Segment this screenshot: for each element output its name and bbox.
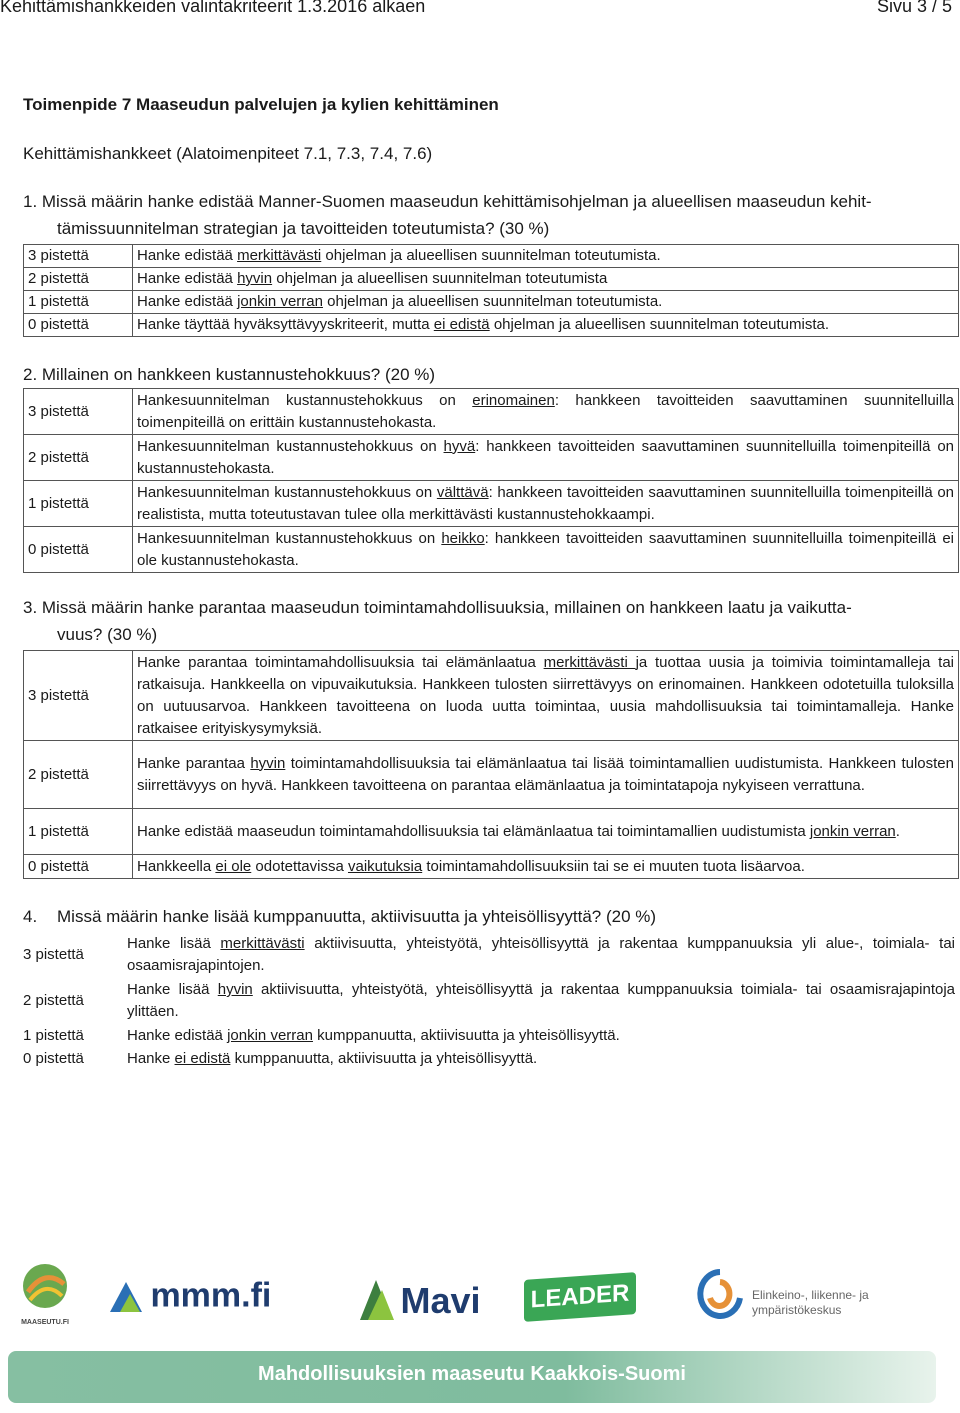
emphasis-text: hyvä	[443, 437, 476, 455]
description-text: : hankkeen tavoitteiden saavuttaminen suunnitelluilla toimenpiteillä ei ole kustannustehokasta.	[137, 529, 954, 569]
description-text: aktiivisuutta, yhteistyötä, yhteisöllisyyttä ja rakentaa kumppanuuksia toimiala- tai osaamisrajapintoja ylittäen.	[127, 981, 956, 1020]
score-points: 2 pistettä	[24, 435, 133, 481]
question-4-line1: Missä määrin hanke lisää kumppanuutta, aktiivisuutta ja yhteisöllisyyttä? (20 %)	[57, 907, 657, 926]
footer-text: Mahdollisuuksien maaseutu Kaakkois-Suomi	[258, 1363, 686, 1385]
description-text: Hanke parantaa	[137, 754, 251, 772]
score-points: 3 pistettä	[24, 245, 133, 268]
score-description	[123, 1024, 959, 1047]
question-2-line1: 2. Millainen on hankkeen kustannustehokkuus? (20 %)	[23, 365, 436, 384]
question-4-table	[23, 932, 959, 1070]
description-text: Hankkeella	[137, 857, 216, 875]
mmm-logo: mmm.fi	[106, 1276, 271, 1326]
score-points: 2 pistettä	[24, 268, 133, 291]
score-points: 1 pistettä	[24, 291, 133, 314]
question-1-line1: 1. Missä määrin hanke edistää Manner-Suomen maaseudun kehittämisohjelman ja alueellisen maaseudun kehit-	[23, 192, 872, 211]
emphasis-text: merkittävästi	[543, 653, 636, 671]
score-description	[133, 741, 959, 809]
description-text: Hankesuunnitelman kustannustehokkuus on	[137, 391, 473, 409]
description-text: kumppanuutta, aktiivisuutta ja yhteisöllisyyttä.	[230, 1049, 538, 1067]
description-text: : hankkeen tavoitteiden saavuttaminen suunnitelluilla toimenpiteillä on erittäin kustannustehokasta.	[137, 391, 954, 431]
page-title: Toimenpide 7 Maaseudun palvelujen ja kylien kehittäminen	[23, 95, 499, 114]
description-text: ohjelman ja alueellisen suunnitelman toteutumista.	[322, 293, 663, 310]
score-row	[24, 268, 959, 291]
description-text: toimintamahdollisuuksiin tai se ei muuten tuota lisäarvoa.	[422, 857, 805, 875]
leader-logo: LEADER	[524, 1276, 636, 1318]
score-row	[24, 435, 959, 481]
description-text: aktiivisuutta, yhteistyötä, yhteisöllisyyttä ja rakentaa kumppanuuksia yli alue-, toimiala- tai osaamisrajapintojen.	[127, 935, 955, 974]
score-points: 1 pistettä	[24, 809, 133, 855]
emphasis-text: vaikutuksia	[347, 857, 423, 875]
emphasis-text: merkittävästi	[220, 935, 305, 952]
emphasis-text: heikko	[441, 529, 485, 547]
page-number: Sivu 3 / 5	[876, 0, 952, 16]
score-description	[133, 855, 959, 879]
score-row	[23, 1024, 959, 1047]
emphasis-text: jonkin verran	[227, 1026, 313, 1044]
score-description	[133, 435, 959, 481]
emphasis-text: ei ole	[215, 857, 252, 875]
emphasis-text: jonkin verran	[809, 822, 896, 840]
emphasis-text: erinomainen	[472, 391, 555, 409]
description-text: Hankesuunnitelman kustannustehokkuus on	[137, 437, 444, 455]
description-text: Hankesuunnitelman kustannustehokkuus on	[137, 529, 442, 547]
description-text: odotettavissa	[251, 857, 348, 875]
score-row	[24, 245, 959, 268]
score-description	[123, 1047, 959, 1070]
page-subtitle: Kehittämishankkeet (Alatoimenpiteet 7.1, 7.3, 7.4, 7.6)	[23, 144, 433, 163]
score-points: 3 pistettä	[24, 389, 133, 435]
emphasis-text: hyvin	[217, 981, 253, 998]
maaseutu-logo: MAASEUTU.FI	[20, 1262, 70, 1322]
logo-strip	[18, 1262, 948, 1332]
score-description	[133, 268, 959, 291]
description-text: ohjelman ja alueellisen suunnitelman toteutumista.	[321, 247, 661, 264]
document-header-title: Kehittämishankkeiden valintakriteerit 1.3.2016 alkaen	[0, 0, 426, 16]
score-row	[24, 809, 959, 855]
description-text: Hankesuunnitelman kustannustehokkuus on	[137, 483, 437, 501]
description-text: : hankkeen tavoitteiden saavuttaminen suunnitelluilla toimenpiteillä on realistista, mutta toteutustavan tulee olla merkittävästi kustannustehokkaampi.	[137, 483, 955, 523]
score-points: 3 pistettä	[23, 946, 84, 963]
question-3-table	[23, 650, 959, 879]
description-text: Hanke lisää	[127, 981, 218, 998]
description-text: .	[895, 822, 900, 840]
description-text: Hanke edistää	[137, 247, 238, 264]
score-description	[133, 291, 959, 314]
emphasis-text: jonkin verran	[237, 293, 323, 310]
description-text: ohjelman ja alueellisen suunnitelman toteutumista	[272, 270, 608, 287]
score-description	[133, 651, 959, 741]
score-points: 0 pistettä	[24, 314, 133, 337]
description-text: : hankkeen tavoitteiden saavuttaminen suunnitelluilla toimenpiteillä on kustannustehokasta.	[137, 437, 955, 477]
description-text: ja tuottaa uusia ja toimivia toimintamalleja tai ratkaisuja. Hankkeella on vipuvaikutuksia. Hankkeen tulosten siirrettävyys on erinomainen. Hankkeen odotetuilla tuloksilla on uutuusarvoa. Hankkeen tavoitteena on luoda uutta toimintaa, uusia mahdollisuuksia tai toimintamalleja. Hanke ratkaisee erityiskysymyksiä.	[137, 653, 954, 737]
score-points: 0 pistettä	[24, 527, 133, 573]
score-row	[24, 855, 959, 879]
description-text: toimintamahdollisuuksia tai elämänlaatua tai lisää toimintamallien uudistumista. Hankkeen tulosten siirrettävyys on hyvä. Hankkeen tavoitteena on parantaa elämänlaatua ja toimintatapoja nykyiseen verrattuna.	[137, 754, 954, 794]
emphasis-text: ei edistä	[433, 316, 490, 333]
ely-logo: Elinkeino-, liikenne- ja ympäristökeskus	[696, 1268, 946, 1328]
emphasis-text: hyvin	[250, 754, 286, 772]
score-description	[133, 527, 959, 573]
score-row	[24, 741, 959, 809]
score-points: 1 pistettä	[24, 481, 133, 527]
question-1-line2: tämissuunnitelman strategian ja tavoitteiden toteutumista? (30 %)	[57, 219, 550, 238]
footer-banner	[8, 1351, 936, 1403]
score-description	[123, 932, 959, 978]
score-row	[24, 291, 959, 314]
score-points: 2 pistettä	[23, 992, 84, 1009]
score-description	[133, 389, 959, 435]
description-text: Hanke edistää maaseudun toimintamahdollisuuksia tai elämänlaatua tai toimintamallien uudistumista	[137, 822, 810, 840]
mavi-logo: Mavi	[356, 1276, 481, 1322]
description-text: Hanke edistää	[127, 1026, 228, 1044]
description-text: ohjelman ja alueellisen suunnitelman toteutumista.	[489, 316, 830, 333]
score-row	[24, 314, 959, 337]
score-row	[23, 932, 959, 978]
score-points: 1 pistettä	[23, 1026, 84, 1044]
emphasis-text: ei edistä	[174, 1049, 231, 1067]
description-text: Hanke	[127, 1049, 175, 1067]
score-points: 2 pistettä	[24, 741, 133, 809]
score-points: 3 pistettä	[24, 651, 133, 741]
description-text: Hanke lisää	[127, 935, 221, 952]
question-2-table	[23, 388, 959, 573]
score-description	[133, 245, 959, 268]
description-text: Hanke edistää	[137, 270, 238, 287]
question-4-number: 4.	[23, 907, 38, 926]
description-text: Hanke edistää	[137, 293, 238, 310]
score-description	[133, 809, 959, 855]
score-row	[23, 978, 959, 1024]
score-row	[24, 527, 959, 573]
question-3-line1: 3. Missä määrin hanke parantaa maaseudun toimintamahdollisuuksia, millainen on hankkeen laatu ja vaikutta-	[23, 598, 852, 617]
description-text: Hanke täyttää hyväksyttävyyskriteerit, mutta	[137, 316, 434, 333]
description-text: kumppanuutta, aktiivisuutta ja yhteisöllisyyttä.	[312, 1026, 620, 1044]
score-row	[24, 651, 959, 741]
question-3-line2: vuus? (30 %)	[57, 625, 158, 644]
score-description	[133, 314, 959, 337]
score-points: 0 pistettä	[24, 855, 133, 879]
emphasis-text: hyvin	[237, 270, 273, 287]
score-description	[133, 481, 959, 527]
description-text: Hanke parantaa toimintamahdollisuuksia tai elämänlaatua	[137, 653, 544, 671]
emphasis-text: merkittävästi	[237, 247, 322, 264]
score-description	[123, 978, 959, 1024]
score-row	[24, 389, 959, 435]
score-points: 0 pistettä	[23, 1049, 84, 1067]
score-row	[24, 481, 959, 527]
question-1-table	[23, 244, 959, 337]
emphasis-text: välttävä	[436, 483, 489, 501]
score-row	[23, 1047, 959, 1070]
